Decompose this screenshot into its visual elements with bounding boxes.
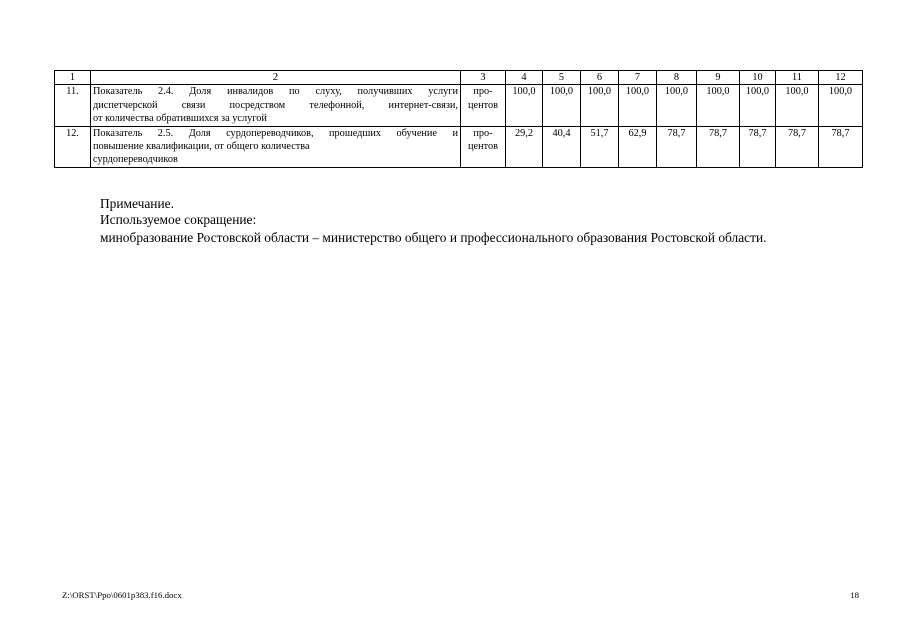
- description-line: диспетчерской связи посредством телефонной, интернет-связи,: [93, 99, 458, 111]
- description-line: Показатель 2.4. Доля инвалидов по слуху, получивших услуги: [93, 86, 458, 98]
- unit-cell: [461, 126, 506, 167]
- header-cell: 5: [543, 71, 581, 85]
- row-number: 11.: [55, 85, 91, 126]
- unit-line: про-: [473, 86, 493, 98]
- value-cell: 100,0: [776, 85, 819, 126]
- abbreviation-text: минобразование Ростовской области – министерство общего и профессионального образования Ростовской области.: [100, 230, 767, 245]
- indicators-table: [54, 70, 863, 168]
- header-cell: 11: [776, 71, 819, 85]
- value-cell: 78,7: [657, 126, 697, 167]
- value-cell: 78,7: [697, 126, 740, 167]
- file-path: Z:\ORST\Ppo\0601p383.f16.docx: [62, 590, 182, 600]
- value-cell: 100,0: [657, 85, 697, 126]
- value-cell: 100,0: [697, 85, 740, 126]
- page-number: 18: [850, 590, 859, 600]
- row-number: 12.: [55, 126, 91, 167]
- value-cell: 51,7: [581, 126, 619, 167]
- table-row: [55, 85, 863, 126]
- header-cell: 6: [581, 71, 619, 85]
- value-cell: 78,7: [740, 126, 776, 167]
- value-cell: 100,0: [740, 85, 776, 126]
- description-line: сурдопереводчиков: [93, 154, 178, 166]
- unit-line: центов: [468, 99, 498, 111]
- table-row: [55, 126, 863, 167]
- header-cell: 12: [819, 71, 863, 85]
- value-cell: 100,0: [819, 85, 863, 126]
- table-header-row: [55, 71, 863, 85]
- note-subtitle: Используемое сокращение:: [100, 212, 257, 227]
- header-cell: 9: [697, 71, 740, 85]
- header-cell: 8: [657, 71, 697, 85]
- description-line: Показатель 2.5. Доля сурдопереводчиков, прошедших обучение и: [93, 127, 458, 139]
- value-cell: 78,7: [776, 126, 819, 167]
- unit-line: про-: [473, 127, 493, 139]
- value-cell: 100,0: [581, 85, 619, 126]
- indicator-description: [91, 85, 461, 126]
- indicator-description: [91, 126, 461, 167]
- description-line: повышение квалификации, от общего количества: [93, 141, 310, 153]
- value-cell: 100,0: [619, 85, 657, 126]
- unit-cell: [461, 85, 506, 126]
- header-cell: 7: [619, 71, 657, 85]
- header-cell: 4: [506, 71, 543, 85]
- note-title: Примечание.: [100, 196, 174, 211]
- value-cell: 29,2: [506, 126, 543, 167]
- description-line: от количества обратившихся за услугой: [93, 113, 267, 125]
- header-cell: 1: [55, 71, 91, 85]
- value-cell: 62,9: [619, 126, 657, 167]
- header-cell: 3: [461, 71, 506, 85]
- value-cell: 78,7: [819, 126, 863, 167]
- header-cell: 10: [740, 71, 776, 85]
- value-cell: 100,0: [506, 85, 543, 126]
- header-cell: 2: [91, 71, 461, 85]
- value-cell: 100,0: [543, 85, 581, 126]
- unit-line: центов: [468, 141, 498, 153]
- value-cell: 40,4: [543, 126, 581, 167]
